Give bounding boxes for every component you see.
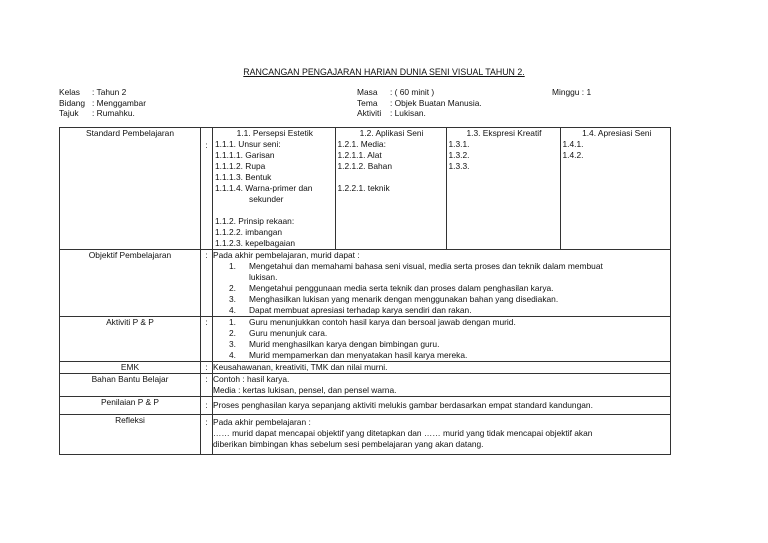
tajuk-label: Tajuk bbox=[59, 108, 79, 118]
refleksi-line: …… murid dapat mencapai objektif yang ditetapkan dan …… murid yang tidak mencapai objektif akan bbox=[213, 428, 593, 438]
objektif-row bbox=[60, 250, 671, 317]
kelas-label: Kelas bbox=[59, 87, 80, 97]
lesson-plan-table bbox=[59, 127, 671, 455]
standard-subtable bbox=[213, 128, 671, 249]
objektif-intro: Pada akhir pembelajaran, murid dapat : bbox=[213, 250, 360, 260]
aplikasi-line bbox=[338, 172, 446, 183]
colon: : bbox=[201, 362, 213, 374]
refleksi-label: Refleksi bbox=[60, 415, 201, 455]
bidang-value: : Menggambar bbox=[92, 97, 146, 108]
estetik-line bbox=[215, 205, 335, 216]
minggu-label: Minggu bbox=[552, 87, 580, 97]
estetik-line: 1.1.2.2. imbangan bbox=[215, 227, 283, 237]
item-number: 1. bbox=[229, 317, 236, 327]
apresiasi-line: 1.4.1. bbox=[562, 139, 584, 149]
header-middle bbox=[357, 87, 482, 119]
tema-label: Tema bbox=[357, 97, 378, 108]
masa-value: : ( 60 minit ) bbox=[390, 87, 435, 97]
aktiviti-item: Murid menghasilkan karya dengan bimbingan guru. bbox=[249, 339, 440, 349]
aktiviti-row bbox=[60, 317, 671, 362]
item-number: 4. bbox=[229, 350, 236, 360]
standard-col-estetik bbox=[213, 128, 335, 249]
colon: : bbox=[201, 250, 213, 317]
emk-text: Keusahawanan, kreativiti, TMK dan nilai murni. bbox=[213, 362, 671, 374]
bahan-row bbox=[60, 374, 671, 397]
page-title: RANCANGAN PENGAJARAN HARIAN DUNIA SENI VISUAL TAHUN 2. bbox=[243, 67, 525, 77]
aplikasi-line: 1.2.1. Media: bbox=[337, 139, 386, 149]
bahan-label: Bahan Bantu Belajar bbox=[60, 374, 201, 397]
ekspresi-line: 1.3.1. bbox=[448, 139, 470, 149]
standard-col-apresiasi bbox=[560, 128, 671, 249]
refleksi-line: diberikan bimbingan khas sebelum sesi pembelajaran yang akan datang. bbox=[213, 439, 484, 449]
emk-label: EMK bbox=[60, 362, 201, 374]
item-number: 2. bbox=[229, 328, 236, 338]
aktiviti-item: Murid mempamerkan dan menyatakan hasil karya mereka. bbox=[249, 350, 468, 360]
objektif-item: Dapat membuat apresiasi terhadap karya sendiri dan rakan. bbox=[249, 305, 472, 315]
estetik-line: 1.1.1.4. Warna-primer dan bbox=[215, 183, 313, 193]
refleksi-line: Pada akhir pembelajaran : bbox=[213, 417, 311, 427]
estetik-line: 1.1.1.2. Rupa bbox=[215, 161, 266, 171]
masa-label: Masa bbox=[357, 87, 378, 97]
bahan-line: Media : kertas lukisan, pensel, dan pensel warna. bbox=[213, 385, 397, 395]
kelas-value: : Tahun 2 bbox=[92, 87, 127, 97]
aktiviti-pp-label: Aktiviti P & P bbox=[60, 317, 201, 362]
estetik-line: 1.1.2. Prinsip rekaan: bbox=[215, 216, 295, 226]
estetik-head: 1.1. Persepsi Estetik bbox=[236, 128, 313, 138]
tajuk-value: : Rumahku. bbox=[92, 108, 135, 118]
colon: : bbox=[201, 397, 213, 415]
aplikasi-line: 1.2.1.1. Alat bbox=[337, 150, 382, 160]
standard-row bbox=[60, 128, 671, 250]
aplikasi-head: 1.2. Aplikasi Seni bbox=[359, 128, 424, 138]
colon: : bbox=[201, 415, 213, 455]
estetik-line: 1.1.1. Unsur seni: bbox=[215, 139, 281, 149]
item-number: 2. bbox=[229, 283, 236, 293]
estetik-line: 1.1.1.3. Bentuk bbox=[215, 172, 272, 182]
standard-col-aplikasi bbox=[335, 128, 446, 249]
objektif-item: Mengetahui dan memahami bahasa seni visual, media serta proses dan teknik dalam membuat bbox=[249, 261, 603, 271]
estetik-line: sekunder bbox=[249, 194, 284, 204]
aplikasi-line: 1.2.2.1. teknik bbox=[337, 183, 390, 193]
apresiasi-line: 1.4.2. bbox=[562, 150, 584, 160]
objektif-item: Mengetahui penggunaan media serta teknik dan proses dalam penghasilan karya. bbox=[249, 283, 554, 293]
penilaian-text: Proses penghasilan karya sepanjang aktiviti melukis gambar berdasarkan empat standard kandungan. bbox=[213, 397, 671, 415]
standard-col-ekspresi bbox=[446, 128, 560, 249]
ekspresi-line: 1.3.3. bbox=[448, 161, 470, 171]
emk-row bbox=[60, 362, 671, 374]
colon: : bbox=[201, 128, 213, 250]
tema-value: : Objek Buatan Manusia. bbox=[390, 97, 482, 108]
estetik-line: 1.1.1.1. Garisan bbox=[215, 150, 275, 160]
bidang-label: Bidang bbox=[59, 97, 86, 108]
item-number: 3. bbox=[229, 294, 236, 304]
ekspresi-head: 1.3. Ekspresi Kreatif bbox=[466, 128, 542, 138]
colon: : bbox=[201, 374, 213, 397]
minggu-value: : 1 bbox=[581, 87, 592, 97]
objektif-label: Objektif Pembelajaran bbox=[60, 250, 201, 317]
colon: : bbox=[201, 317, 213, 362]
header-left bbox=[59, 87, 146, 119]
objektif-item-cont: lukisan. bbox=[249, 272, 278, 282]
penilaian-row bbox=[60, 397, 671, 415]
apresiasi-head: 1.4. Apresiasi Seni bbox=[582, 128, 652, 138]
aktiviti-value: : Lukisan. bbox=[390, 108, 426, 118]
aktiviti-item: Guru menunjuk cara. bbox=[249, 328, 328, 338]
aktiviti-item: Guru menunjukkan contoh hasil karya dan bersoal jawab dengan murid. bbox=[249, 317, 516, 327]
header-right bbox=[552, 87, 591, 98]
aplikasi-line: 1.2.1.2. Bahan bbox=[337, 161, 392, 171]
item-number: 3. bbox=[229, 339, 236, 349]
refleksi-row bbox=[60, 415, 671, 455]
aktiviti-label: Aktiviti bbox=[357, 108, 382, 118]
standard-label: Standard Pembelajaran bbox=[60, 128, 201, 250]
objektif-item: Menghasilkan lukisan yang menarik dengan menggunakan bahan yang disediakan. bbox=[249, 294, 559, 304]
penilaian-label: Penilaian P & P bbox=[60, 397, 201, 415]
item-number: 4. bbox=[229, 305, 236, 315]
item-number: 1. bbox=[229, 261, 236, 271]
bahan-line: Contoh : hasil karya. bbox=[213, 374, 290, 384]
estetik-line: 1.1.2.3. kepelbagaian bbox=[215, 238, 296, 248]
ekspresi-line: 1.3.2. bbox=[448, 150, 470, 160]
